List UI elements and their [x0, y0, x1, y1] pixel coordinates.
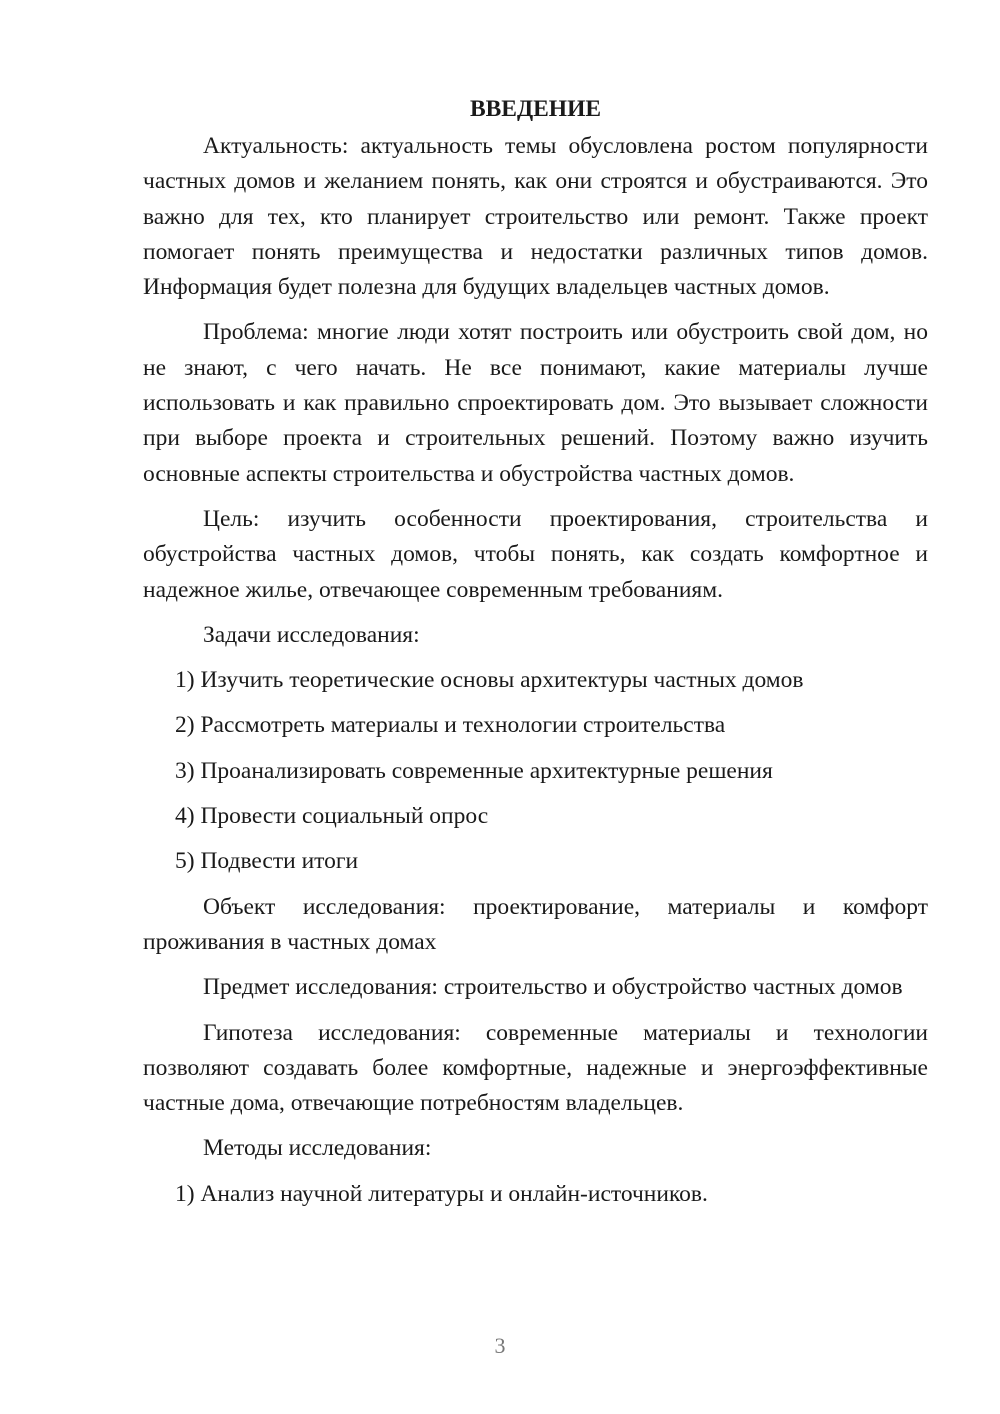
object-paragraph: Объект исследования: проектирование, материалы и комфорт проживания в частных домах [143, 893, 928, 955]
tasks-heading: Задачи исследования: [203, 621, 420, 648]
task-item-1: 1) Изучить теоретические основы архитектуры частных домов [175, 667, 804, 694]
task-item-4: 4) Провести социальный опрос [175, 803, 489, 830]
tasks-list [143, 663, 928, 879]
task-item-3: 3) Проанализировать современные архитектурные решения [175, 757, 773, 784]
task-item-2: 2) Рассмотреть материалы и технологии строительства [175, 712, 726, 739]
goal-paragraph: Цель: изучить особенности проектирования, строительства и обустройства частных домов, чтобы понять, как создать комфортное и надежное жилье, отвечающее современным требованиям. [143, 505, 928, 603]
methods-list [143, 1177, 928, 1212]
task-item-5: 5) Подвести итоги [175, 848, 359, 875]
hypothesis-paragraph: Гипотеза исследования: современные материалы и технологии позволяют создавать более комфортные, надежные и энергоэффективные частные дома, отвечающие потребностям владельцев. [143, 1019, 928, 1117]
page-title: ВВЕДЕНИЕ [469, 96, 602, 122]
method-item-1: 1) Анализ научной литературы и онлайн-источников. [175, 1180, 708, 1207]
page-content [143, 92, 928, 1222]
problem-paragraph: Проблема: многие люди хотят построить или обустроить свой дом, но не знают, с чего начать. Не все понимают, какие материалы лучше использовать и как правильно спроектировать дом. Это вызывает сложности при выборе проекта и строительных решений. Поэтому важно изучить основные аспекты строительства и обустройства частных домов. [143, 319, 928, 487]
methods-heading: Методы исследования: [203, 1135, 432, 1162]
relevance-paragraph: Актуальность: актуальность темы обусловлена ростом популярности частных домов и желанием понять, как они строятся и обустраиваются. Это важно для тех, кто планирует строительство или ремонт. Также проект помогает понять преимущества и недостатки различных типов домов. Информация будет полезна для будущих владельцев частных домов. [143, 133, 928, 301]
page-number: 3 [494, 1333, 506, 1358]
subject-paragraph: Предмет исследования: строительство и обустройство частных домов [203, 974, 903, 1001]
